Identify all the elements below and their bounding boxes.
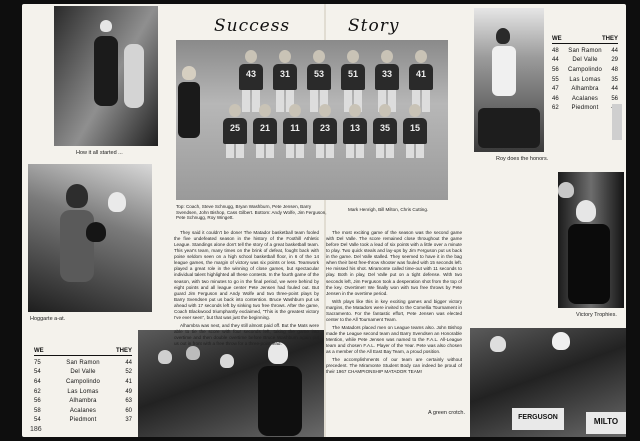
player-legs	[226, 144, 244, 158]
score-row	[34, 406, 132, 416]
team-player	[238, 50, 264, 112]
roy-photo	[474, 8, 544, 152]
score-they: 44	[611, 47, 618, 54]
article-paragraph: Alhambra was next, and they still almost paid off. But the Mats were able to tie the score with four seconds left, taking the game into overtime and then double overtime before Bruce Washburn again put us out in front with a free throw for a three-point lead.	[174, 322, 319, 347]
team-player	[408, 50, 434, 112]
score-we: 54	[34, 369, 41, 376]
player-legs	[256, 144, 274, 158]
score-we: 62	[552, 105, 559, 112]
score-we: 56	[34, 398, 41, 405]
jersey-number: 23	[313, 118, 337, 144]
score-row	[552, 65, 618, 75]
score-row	[34, 358, 132, 368]
score-they: 60	[125, 407, 132, 414]
opponent-name: San Ramon	[66, 359, 100, 366]
team-photo-caption-2: Mark Henrigh, Bill Milton, Chris Cutting.	[348, 207, 429, 212]
team-player	[372, 104, 398, 158]
score-row	[552, 84, 618, 94]
victory-trophies-photo	[558, 172, 624, 308]
player-legs	[316, 144, 334, 158]
player-head	[279, 50, 291, 63]
score-they: 44	[125, 359, 132, 366]
player-head	[415, 50, 427, 63]
page-number: 186	[30, 426, 42, 433]
photo-caption: A green crotch.	[428, 410, 465, 416]
score-row	[34, 368, 132, 378]
score-row	[34, 396, 132, 406]
article-paragraph: They said it couldn't be done! The Matador basketball team fooled the five undefeated season in the history of the Foothill Athletic League. Standings alone don't tell the story of a great basketball team. This year's team, many times on the brink of defeat, fought back with poise seldom seen on a high school basketball floor, in 6 of the 14 league games, the margin of victory was six points or less. Teamwork played a great role in the winning of close games, but spectacular individual talent highlighted all these contests. In the fourth game of the season, with two minutes to go in the final period, we were behind by eight points and all league center Pete Jensen had fouled out. But guard Jim Ferguson and Andy Wolfe and two three-point plays by Barry Svendsen put us back into contention. Bruce Washburn put us ahead with 17 seconds left by sinking two free throws. After the game, Coach Blackwood triumphantly exclaimed, "This is the greatest victory I've ever seen", but that was just the beginning.	[174, 230, 319, 320]
page-title-story: Story	[348, 16, 400, 36]
opponent-name: Del Valle	[70, 369, 96, 376]
score-row	[34, 377, 132, 387]
player-head	[313, 50, 325, 63]
jersey-number: 35	[373, 118, 397, 144]
score-row	[34, 387, 132, 397]
score-they: 49	[125, 388, 132, 395]
player-head	[229, 104, 241, 117]
score-we: 56	[552, 66, 559, 73]
score-row	[552, 56, 618, 66]
opponent-name: Campolindo	[567, 66, 603, 73]
score-row	[552, 104, 618, 114]
player-head	[245, 50, 257, 63]
score-we: 55	[552, 76, 559, 83]
player-legs	[346, 144, 364, 158]
photo-caption: Hoggarte a-at.	[30, 316, 66, 322]
score-they: 37	[125, 417, 132, 424]
score-they: 35	[611, 76, 618, 83]
score-row	[552, 94, 618, 104]
score-we: 64	[34, 378, 41, 385]
team-player	[282, 104, 308, 158]
article-paragraph: The most exciting game of the season was the second game with Del Valle. The score remained close throughout the game before Del Valle took a lead of six points with a little over a minute to play. Two quick steals and lay-ups by Jim Ferguson put us back in the game. Del Valle stalled. They seemed to have it in the bag when their best free-throw shooter was fouled with 15 seconds left. He missed his shot. Miramonte called time-out with 11 seconds to play. Both in play, Del Valle put on a tight defense. With two seconds left, Jim Ferguson took a desperation shot from the top of the key. Overtime!! We finally won with two free throws by Pete Jensen in the overtime period.	[326, 230, 462, 296]
score-we: 58	[34, 407, 41, 414]
score-we: 62	[34, 388, 41, 395]
score-row	[34, 416, 132, 426]
player-head	[289, 104, 301, 117]
jersey-number: 31	[273, 64, 297, 90]
jersey-milton: MILTO	[586, 412, 626, 434]
jump-ball-photo	[54, 6, 158, 146]
team-photo-caption: Top: Coach, Steve Schnugg, Bryan Washburn, Pete Jensen, Barry Svendsen, John Bishop, Cass Gilbert. Bottom: Andy Wolfe, Jim Ferguson, Pete Schnugg, Roy Wingett.	[176, 204, 327, 221]
score-they: 29	[611, 57, 618, 64]
score-they: 48	[611, 66, 618, 73]
players-jersey-photo	[470, 328, 626, 437]
opponent-name: Las Lomas	[569, 76, 601, 83]
score-table-header: WE THEY	[552, 36, 618, 42]
score-row	[552, 46, 618, 56]
team-player	[252, 104, 278, 158]
opponent-name: Acalanes	[571, 95, 599, 102]
team-player	[342, 104, 368, 158]
score-they: 56	[611, 95, 618, 102]
article-paragraph: The Matadors placed men on League teams also. John Bishop made the League second team and Barry Svendsen an Honorable Mention, while Pete Jensen was named to the F.A.L. All-League team and chosen F.A.L. Player of the Year. Pete was also chosen as a member of the All East Bay Team, a proud position.	[326, 324, 462, 355]
score-we: 44	[552, 57, 559, 64]
team-player	[340, 50, 366, 112]
team-player	[402, 104, 428, 158]
opponent-name: Las Lomas	[67, 388, 99, 395]
opponent-name: Acalanes	[69, 407, 97, 414]
score-we: 47	[552, 86, 559, 93]
crowd-photo	[28, 164, 152, 312]
jersey-number: 41	[409, 64, 433, 90]
score-table	[34, 348, 132, 425]
score-table	[552, 36, 618, 113]
score-we: 75	[34, 359, 41, 366]
team-player	[312, 104, 338, 158]
team-player	[306, 50, 332, 112]
team-player	[374, 50, 400, 112]
photo-caption: Victory Trophies.	[576, 312, 617, 318]
score-they: 41	[125, 378, 132, 385]
page-title-success: Success	[214, 16, 291, 36]
score-we: 54	[34, 417, 41, 424]
score-they: 44	[611, 86, 618, 93]
article-column-2	[326, 230, 462, 377]
opponent-name: Piedmont	[69, 417, 97, 424]
player-head	[347, 50, 359, 63]
score-we: 46	[552, 95, 559, 102]
score-table-accent-bar	[612, 104, 622, 140]
opponent-name: Del Valle	[572, 57, 598, 64]
player-head	[409, 104, 421, 117]
opponent-name: Campolindo	[65, 378, 101, 385]
photo-caption: Roy does the honors.	[496, 156, 549, 162]
jersey-number: 43	[239, 64, 263, 90]
player-head	[379, 104, 391, 117]
team-player	[272, 50, 298, 112]
article-paragraph: With plays like this in key exciting games and bigger victory margins, the Matadors were invited to the Comellia Tournament in Sacramento. For the fantastic effort, Pete Jensen was elected center to the All Tournament Team.	[326, 298, 462, 322]
article-column-1	[174, 230, 319, 349]
photo-caption: How it all started ...	[76, 150, 123, 156]
player-head	[319, 104, 331, 117]
player-legs	[376, 144, 394, 158]
jersey-number: 53	[307, 64, 331, 90]
jersey-number: 11	[283, 118, 307, 144]
jersey-number: 21	[253, 118, 277, 144]
player-legs	[406, 144, 424, 158]
jersey-number: 51	[341, 64, 365, 90]
score-we: 48	[552, 47, 559, 54]
team-player	[222, 104, 248, 158]
player-head	[259, 104, 271, 117]
opponent-name: Alhambra	[571, 86, 599, 93]
jersey-number: 13	[343, 118, 367, 144]
jersey-ferguson: FERGUSON	[512, 408, 564, 430]
score-table-header: WE THEY	[34, 348, 132, 354]
player-head	[381, 50, 393, 63]
article-paragraph: The accomplishments of our team are certainly without precedent. The Miramonte Student Body can indeed be proud of their 1967 CHAMPIONSHIP MATADOR TEAM!	[326, 357, 462, 375]
score-row	[552, 75, 618, 85]
score-they: 63	[125, 398, 132, 405]
right-page	[174, 4, 626, 437]
opponent-name: Piedmont	[571, 105, 599, 112]
team-photo	[176, 40, 448, 200]
jersey-number: 33	[375, 64, 399, 90]
score-they: 52	[125, 369, 132, 376]
opponent-name: San Ramon	[568, 47, 602, 54]
opponent-name: Alhambra	[69, 398, 97, 405]
jersey-number: 15	[403, 118, 427, 144]
jersey-number: 25	[223, 118, 247, 144]
player-legs	[286, 144, 304, 158]
player-head	[349, 104, 361, 117]
